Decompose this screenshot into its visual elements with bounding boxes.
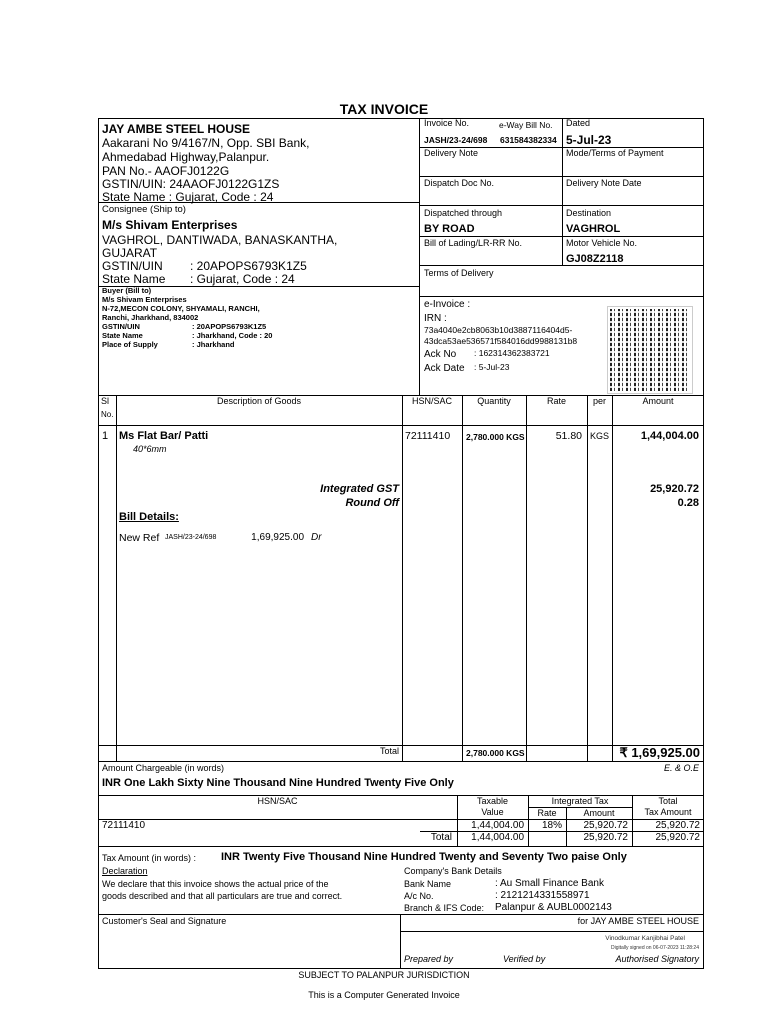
- buyer-address-2: Ranchi, Jharkhand, 834002: [102, 313, 199, 322]
- destination: VAGHROL: [566, 223, 621, 235]
- item-sl: 1: [102, 430, 109, 442]
- eoe-label: E. & O.E: [663, 763, 699, 773]
- seller-gstin: GSTIN/UIN: 24AAOFJ0122G1ZS: [102, 177, 280, 191]
- header-no: No.: [101, 410, 114, 419]
- mode-terms-label: Mode/Terms of Payment: [566, 148, 664, 158]
- ack-date-label: Ack Date: [424, 363, 465, 374]
- tax-total-amount: 25,920.72: [583, 832, 628, 843]
- bank-branch: Palanpur & AUBL0002143: [495, 902, 612, 913]
- bank-branch-label: Branch & IFS Code:: [404, 903, 485, 913]
- consignee-address-2: GUJARAT: [102, 246, 158, 260]
- tax-total-header-2: Tax Amount: [644, 807, 692, 817]
- header-quantity: Quantity: [477, 396, 511, 406]
- seller-address-1: Aakarani No 9/4167/N, Opp. SBI Bank,: [102, 136, 310, 150]
- delivery-note-date-label: Delivery Note Date: [566, 178, 642, 188]
- consignee-state-value: : Gujarat, Code : 24: [190, 272, 295, 286]
- for-company-label: for JAY AMBE STEEL HOUSE: [577, 916, 699, 926]
- consignee-state-label: State Name: [102, 272, 166, 286]
- terms-of-delivery-label: Terms of Delivery: [424, 268, 494, 278]
- tax-amount-header: Amount: [583, 808, 615, 818]
- bill-ref-amount: 1,69,925.00: [251, 532, 304, 543]
- tax-total-header-1: Total: [658, 796, 678, 806]
- invoice-no-label: Invoice No.: [424, 118, 470, 128]
- dated-label: Dated: [566, 118, 591, 128]
- seller-state: State Name : Gujarat, Code : 24: [102, 190, 274, 204]
- tax-total-total: 25,920.72: [655, 832, 700, 843]
- buyer-address-1: N-72,MECON COLONY, SHYAMALI, RANCHI,: [102, 304, 260, 313]
- tax-taxable-header-2: Value: [481, 807, 504, 817]
- irn-line-1: 73a4040e2cb8063b10d3887116404d5-: [424, 325, 573, 335]
- total-quantity: 2,780.000 KGS: [466, 748, 525, 758]
- igst-amount: 25,920.72: [650, 483, 699, 495]
- tax-igst-header: Integrated Tax: [551, 796, 609, 806]
- motor-vehicle: GJ08Z2118: [566, 253, 624, 265]
- bill-ref-drcr: Dr: [311, 532, 322, 543]
- item-per: KGS: [590, 431, 610, 441]
- eway-no: 631584382334: [500, 135, 557, 145]
- consignee-heading: Consignee (Ship to): [102, 204, 186, 215]
- bill-ref-type: New Ref: [119, 532, 160, 544]
- jurisdiction-note: SUBJECT TO PALANPUR JURISDICTION: [298, 970, 470, 980]
- customer-seal-label: Customer's Seal and Signature: [102, 916, 227, 926]
- motor-vehicle-label: Motor Vehicle No.: [566, 238, 638, 248]
- header-amount: Amount: [642, 396, 674, 406]
- bank-acc-label: A/c No.: [404, 891, 434, 901]
- total-label: Total: [379, 746, 399, 756]
- digital-signature-note: Digitally signed on 06-07-2023 11:28:24: [610, 945, 699, 951]
- tax-row-amount: 25,920.72: [583, 820, 628, 831]
- round-off-label: Round Off: [345, 497, 399, 509]
- bank-heading: Company's Bank Details: [404, 866, 502, 876]
- seller-address-2: Ahmedabad Highway,Palanpur.: [102, 150, 270, 164]
- irn-line-2: 43dca53ae536571f584016dd9988131b8: [424, 336, 578, 346]
- dispatched-through: BY ROAD: [424, 223, 475, 235]
- tax-row-taxable: 1,44,004.00: [471, 820, 524, 831]
- consignee-gstin-value: : 20APOPS6793K1Z5: [190, 259, 307, 273]
- destination-label: Destination: [566, 208, 612, 218]
- dated-value: 5-Jul-23: [566, 133, 612, 147]
- dispatched-through-label: Dispatched through: [424, 208, 503, 218]
- buyer-gstin-value: : 20APOPS6793K1Z5: [192, 322, 267, 331]
- consignee-address-1: VAGHROL, DANTIWADA, BANASKANTHA,: [102, 233, 338, 247]
- verified-by-label: Verified by: [503, 954, 546, 964]
- signer-name: Vinodkumar Kanjibhai Patel: [605, 935, 685, 942]
- invoice-no: JASH/23-24/698: [424, 135, 488, 145]
- bill-of-lading-label: Bill of Lading/LR-RR No.: [424, 238, 523, 248]
- delivery-note-label: Delivery Note: [424, 148, 479, 158]
- ack-date: : 5-Jul-23: [474, 362, 510, 372]
- declaration-line-1: We declare that this invoice shows the actual price of the: [102, 879, 329, 889]
- bank-name: : Au Small Finance Bank: [495, 878, 604, 889]
- buyer-pos-value: : Jharkhand: [192, 340, 235, 349]
- tax-total-taxable: 1,44,004.00: [471, 832, 524, 843]
- item-rate: 51.80: [555, 430, 582, 442]
- declaration-line-2: goods described and that all particulars are true and correct.: [102, 891, 343, 901]
- buyer-pos-label: Place of Supply: [102, 340, 158, 349]
- seller-name: JAY AMBE STEEL HOUSE: [102, 122, 251, 136]
- item-size: 40*6mm: [133, 444, 167, 454]
- header-description: Description of Goods: [216, 396, 302, 406]
- ack-no-label: Ack No: [424, 349, 457, 360]
- buyer-state-value: : Jharkhand, Code : 20: [192, 331, 273, 340]
- tax-taxable-header-1: Taxable: [476, 796, 509, 806]
- item-name: Ms Flat Bar/ Patti: [119, 430, 209, 442]
- dispatch-doc-label: Dispatch Doc No.: [424, 178, 495, 188]
- irn-label: IRN :: [424, 313, 447, 324]
- buyer-heading: Buyer (Bill to): [102, 286, 152, 295]
- bill-details-heading: Bill Details:: [119, 511, 179, 523]
- total-amount: ₹ 1,69,925.00: [619, 745, 700, 760]
- consignee-gstin-label: GSTIN/UIN: [102, 259, 163, 273]
- prepared-by-label: Prepared by: [404, 954, 454, 964]
- buyer-gstin-label: GSTIN/UIN: [102, 322, 140, 331]
- igst-label: Integrated GST: [320, 483, 399, 495]
- amount-words-label: Amount Chargeable (in words): [102, 763, 225, 773]
- ack-no: : 162314362383721: [474, 348, 550, 358]
- buyer-name: M/s Shivam Enterprises: [102, 295, 187, 304]
- header-per: per: [592, 396, 606, 406]
- qr-code-image: [608, 307, 692, 393]
- buyer-state-label: State Name: [102, 331, 143, 340]
- header-sl: Sl: [101, 396, 110, 406]
- einvoice-label: e-Invoice :: [424, 299, 471, 310]
- eway-label: e-Way Bill No.: [499, 120, 553, 130]
- computer-generated-note: This is a Computer Generated Invoice: [308, 990, 460, 1000]
- tax-row-hsn: 72111410: [102, 820, 146, 831]
- item-quantity: 2,780.000 KGS: [466, 432, 525, 442]
- tax-words-text: INR Twenty Five Thousand Nine Hundred Twenty and Seventy Two paise Only: [221, 851, 627, 863]
- authorised-signatory-label: Authorised Signatory: [615, 954, 699, 964]
- bank-name-label: Bank Name: [404, 879, 452, 889]
- round-off-amount: 0.28: [677, 497, 699, 509]
- amount-words-text: INR One Lakh Sixty Nine Thousand Nine Hundred Twenty Five Only: [102, 777, 454, 789]
- page-title: TAX INVOICE: [339, 101, 429, 117]
- header-rate: Rate: [546, 396, 566, 406]
- bank-acc: : 2121214331558971: [495, 890, 590, 901]
- tax-rate-header: Rate: [537, 808, 557, 818]
- tax-total-label: Total: [430, 832, 452, 843]
- declaration-heading: Declaration: [102, 866, 148, 876]
- item-hsn: 72111410: [405, 430, 451, 442]
- tax-row-rate: 18%: [541, 820, 562, 831]
- item-amount: 1,44,004.00: [640, 430, 699, 442]
- seller-pan: PAN No.- AAOFJ0122G: [102, 164, 230, 178]
- bill-ref-no: JASH/23-24/698: [165, 534, 217, 541]
- header-hsn: HSN/SAC: [411, 396, 452, 406]
- consignee-name: M/s Shivam Enterprises: [102, 218, 238, 232]
- tax-hsn-header: HSN/SAC: [257, 796, 298, 806]
- tax-row-total: 25,920.72: [655, 820, 700, 831]
- tax-words-label: Tax Amount (in words) :: [102, 853, 197, 863]
